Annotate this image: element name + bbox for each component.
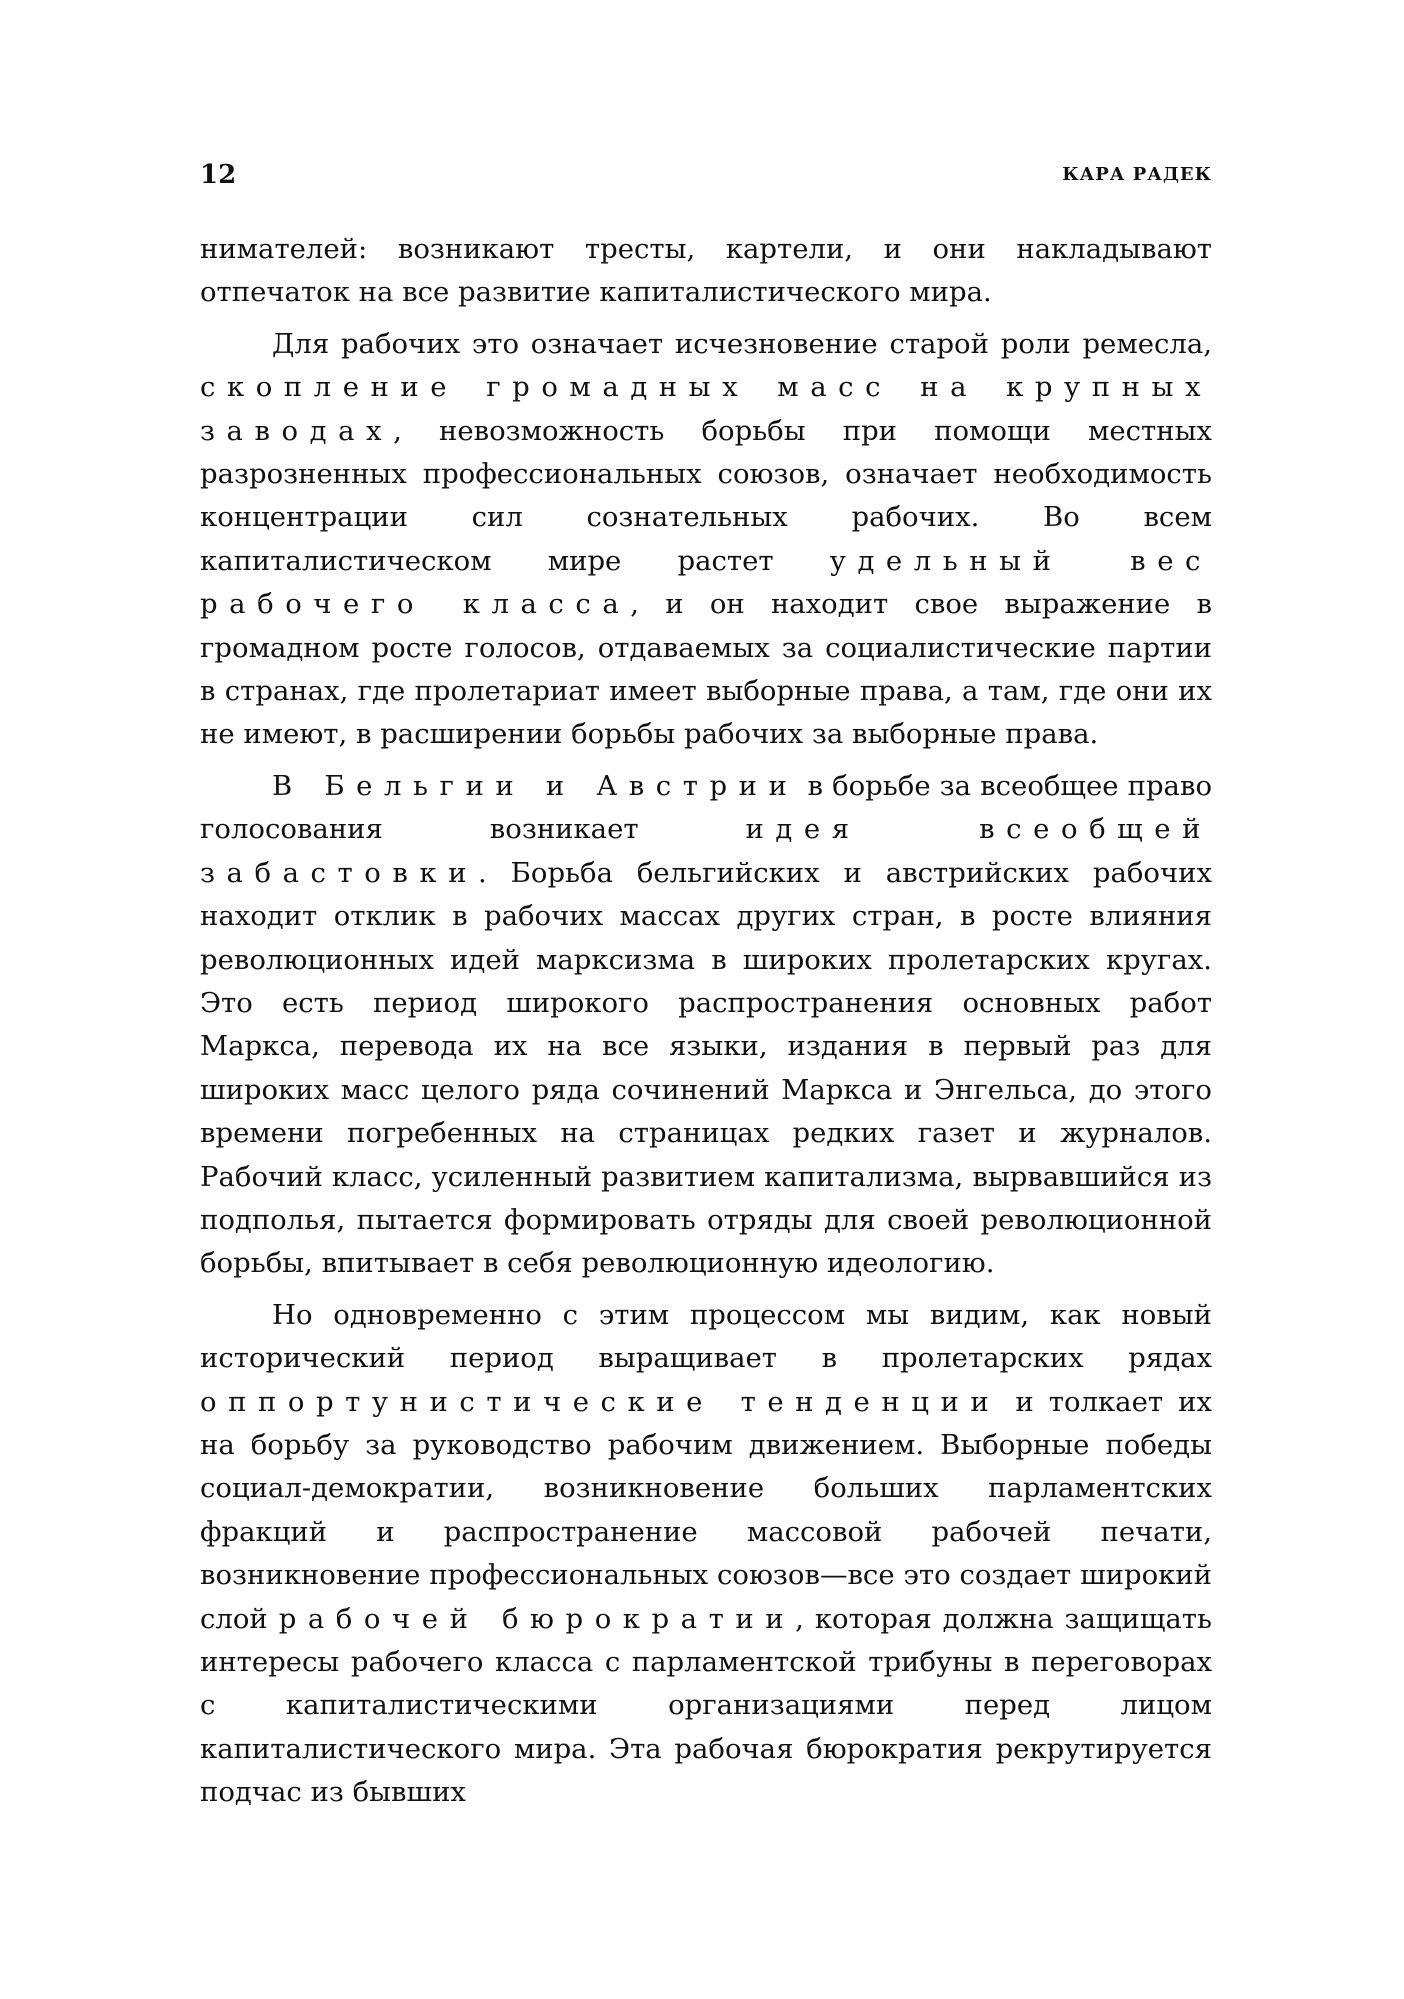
emphasized-text: В Бельгии и Австрии <box>272 769 799 802</box>
paragraph <box>200 323 1212 757</box>
emphasized-text: рабочей бюрократии <box>278 1602 796 1635</box>
body-text <box>200 228 1212 1815</box>
text-segment: в борьбе за всеобщее право голосования возникает <box>200 769 1212 846</box>
text-segment: Но одновременно с этим процессом мы видим, как новый исторический период выращивает в пролетарских рядах <box>200 1298 1212 1375</box>
text-segment: , и он находит свое выражение в громадном росте голосов, отдаваемых за социалистические партии в странах, где пролетариат имеет выборные права, а там, где они их не имеют, в расширении борьбы рабочих за выборные права. <box>200 588 1212 751</box>
paragraph <box>200 765 1212 1286</box>
text-segment: . Борьба бельгийских и австрийских рабочих находит отклик в рабочих массах других стран, в росте влияния революционных идей марксизма в широких пролетарских кругах. Это есть период широкого распространения основных работ Маркса, перевода их на все языки, издания в первый раз для широких масс целого ряда сочинений Маркса и Энгельса, до этого времени погребенных на страницах редких газет и журналов. Рабочий класс, усиленный развитием капитализма, вырвавшийся из подполья, пытается формировать отряды для своей революционной борьбы, впитывает в себя революционную идеологию. <box>200 856 1212 1280</box>
emphasized-text: удельный вес рабочего класса <box>200 544 1212 621</box>
emphasized-text: скопление громадных масс на крупных заводах <box>200 371 1212 447</box>
text-segment: нимателей: возникают тресты, картели, и они накладывают отпечаток на все развитие капиталистического мира. <box>200 233 1212 309</box>
running-head <box>200 160 1212 200</box>
page-number: 12 <box>200 160 237 190</box>
paragraph <box>200 1294 1212 1815</box>
text-segment: и толкает их на борьбу за руководство рабочим движением. Выборные победы социал-демократии, возникновение больших парламентских фракций и распространение массовой рабочей печати, возникновение профессиональных союзов—все это создает широкий слой <box>200 1385 1212 1635</box>
text-segment: Для рабочих это означает исчезновение старой роли ремесла, <box>272 327 1212 360</box>
text-segment: , невозможность борьбы при помощи местных разрозненных профессиональных союзов, означает необходимость концентрации сил сознательных рабочих. Во всем капиталистическом мире растет <box>200 414 1212 577</box>
running-title: КАРА РАДЕК <box>1062 164 1212 185</box>
text-segment: , которая должна защищать интересы рабочего класса с парламентской трибуны в переговорах с капиталистическими организациями перед лицом капиталистического мира. Эта рабочая бюрократия рекрутируется подчас из бывших <box>200 1602 1212 1809</box>
emphasized-text: оппортунистические тенденции <box>200 1385 1001 1418</box>
paragraph <box>200 228 1212 315</box>
emphasized-text: идея всеобщей забастовки <box>200 813 1212 889</box>
